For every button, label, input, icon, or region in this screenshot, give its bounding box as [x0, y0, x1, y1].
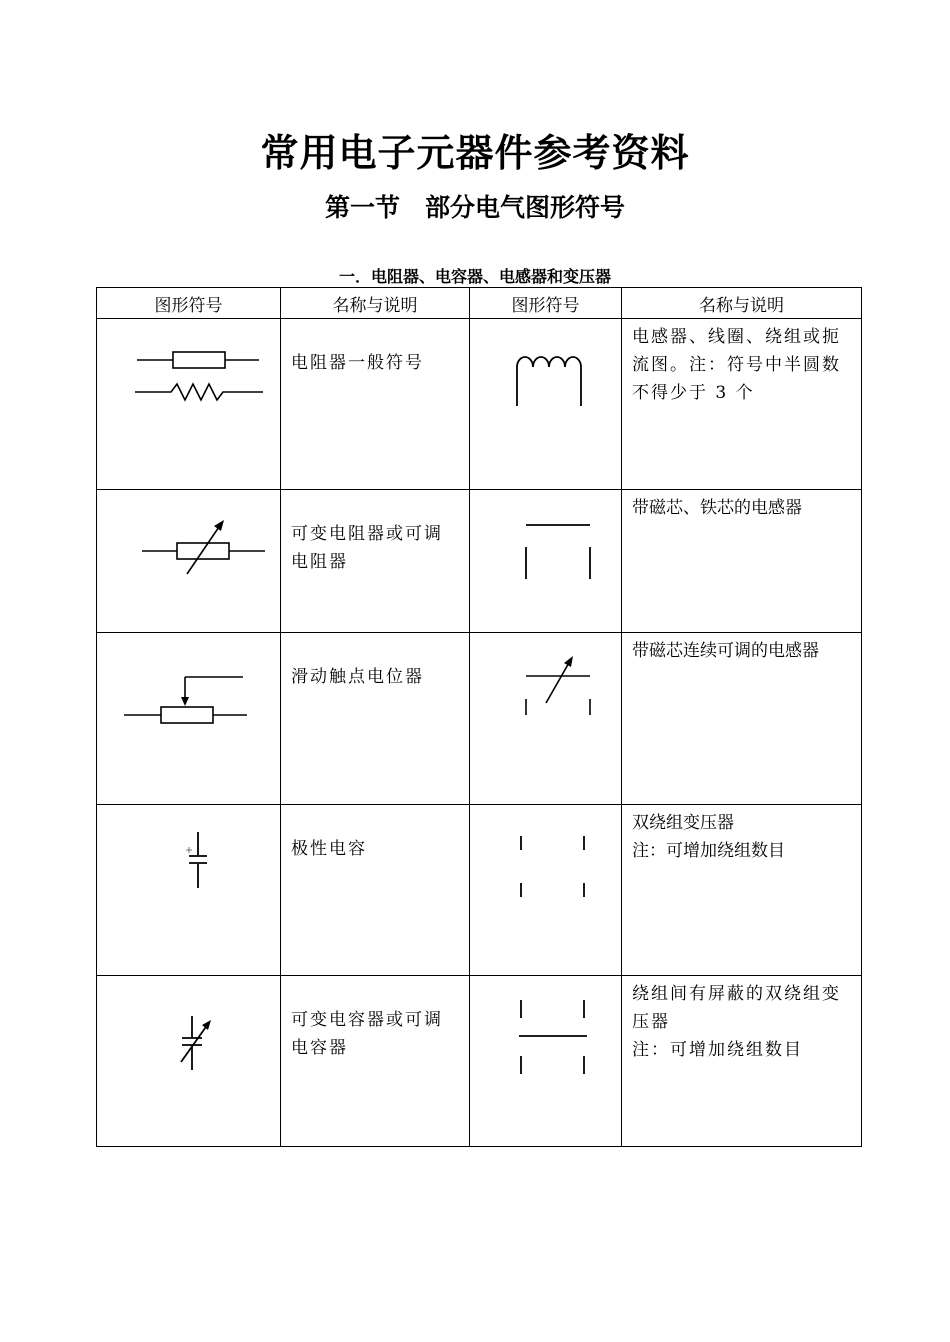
shielded-transformer-desc: [622, 976, 861, 1064]
desc-line: 可变电阻器或可调: [291, 524, 443, 544]
resistor-general-icon: [97, 319, 281, 490]
resistor-general-desc: 电阻器一般符号: [291, 353, 424, 373]
potentiometer-desc: 滑动触点电位器: [291, 667, 424, 687]
table-header-row: [97, 288, 862, 319]
table-caption: 一．电阻器、电容器、电感器和变压器: [338, 267, 611, 286]
desc-line: 电感器、线圈、绕组或扼: [632, 327, 841, 347]
desc-line: 压器: [632, 1012, 670, 1032]
header-desc-1: 名称与说明: [281, 288, 470, 319]
table-row: [97, 319, 862, 490]
desc-line: 可变电容器或可调: [291, 1010, 443, 1030]
cored-inductor-icon: [470, 490, 622, 633]
header-symbol-2: 图形符号: [470, 288, 622, 319]
variable-resistor-desc: [281, 490, 469, 576]
table-row: [97, 633, 862, 805]
section-subtitle: 第一节 部分电气图形符号: [324, 193, 625, 222]
desc-line: 带磁芯连续可调的电感器: [632, 641, 819, 661]
desc-line: 注：可增加绕组数目: [632, 1040, 803, 1060]
potentiometer-icon: [97, 633, 281, 805]
variable-capacitor-desc: [281, 976, 469, 1062]
cored-inductor-desc: [622, 490, 861, 522]
polar-capacitor-icon: [97, 805, 281, 976]
desc-line: 绕组间有屏蔽的双绕组变: [632, 984, 841, 1004]
desc-line: 双绕组变压器: [632, 813, 734, 833]
desc-line: 带磁芯、铁芯的电感器: [632, 498, 802, 518]
header-symbol-1: 图形符号: [97, 288, 281, 319]
adjustable-cored-inductor-icon: [470, 633, 622, 805]
table-row: [97, 976, 862, 1147]
two-winding-transformer-icon: [470, 805, 622, 976]
two-winding-transformer-desc: [622, 805, 861, 865]
desc-line: 不得少于 3 个: [632, 383, 755, 403]
page-title: 常用电子元器件参考资料: [260, 130, 690, 175]
inductor-coil-desc: [622, 319, 861, 407]
table-row: [97, 805, 862, 976]
inductor-coil-icon: [470, 319, 622, 490]
desc-line: 电容器: [291, 1038, 348, 1058]
symbol-table: [96, 287, 862, 1147]
desc-line: 流图。注：符号中半圆数: [632, 355, 841, 375]
header-desc-2: 名称与说明: [622, 288, 862, 319]
adjustable-cored-inductor-desc: [622, 633, 861, 665]
variable-resistor-icon: [97, 490, 281, 633]
desc-line: 注：可增加绕组数目: [632, 841, 785, 861]
table-row: [97, 490, 862, 633]
shielded-transformer-icon: [470, 976, 622, 1147]
polar-capacitor-desc: 极性电容: [291, 839, 367, 859]
desc-line: 电阻器: [291, 552, 348, 572]
variable-capacitor-icon: [97, 976, 281, 1147]
